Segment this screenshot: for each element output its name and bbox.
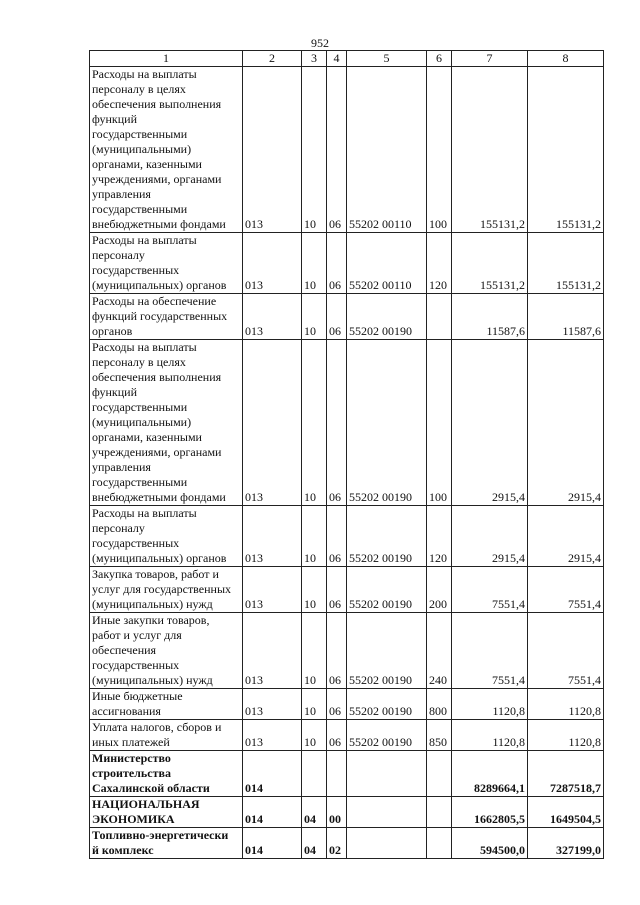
division-code-cell: 04 [302,828,327,859]
subdivision-code-cell: 06 [327,720,347,751]
row-name-cell: Иные бюджетные ассигнования [90,689,243,720]
expense-type-cell: 200 [427,567,452,613]
amount-year1-cell: 7551,4 [452,613,528,689]
expense-type-cell [427,797,452,828]
column-header: 5 [347,51,427,67]
division-code-cell: 10 [302,233,327,294]
amount-year2-cell: 155131,2 [528,67,604,233]
amount-year2-cell: 1120,8 [528,689,604,720]
subdivision-code-cell: 06 [327,567,347,613]
subdivision-code-cell: 06 [327,67,347,233]
section-code-cell: 013 [243,294,302,340]
subdivision-code-cell: 06 [327,506,347,567]
subdivision-code-cell: 06 [327,340,347,506]
expense-type-cell: 800 [427,689,452,720]
amount-year2-cell: 2915,4 [528,340,604,506]
column-header: 4 [327,51,347,67]
expense-type-cell: 120 [427,506,452,567]
division-code-cell [302,751,327,797]
row-name-cell: Министерство строительства Сахалинской области [90,751,243,797]
section-code-cell: 014 [243,797,302,828]
division-code-cell: 10 [302,720,327,751]
table-row [90,720,604,751]
section-code-cell: 013 [243,613,302,689]
table-row [90,340,604,506]
subdivision-code-cell [327,751,347,797]
row-name-cell: Расходы на обеспечение функций государственных органов [90,294,243,340]
table-row [90,294,604,340]
row-name-cell: НАЦИОНАЛЬНАЯ ЭКОНОМИКА [90,797,243,828]
amount-year2-cell: 7551,4 [528,567,604,613]
amount-year1-cell: 155131,2 [452,67,528,233]
amount-year2-cell: 155131,2 [528,233,604,294]
section-code-cell: 013 [243,689,302,720]
amount-year2-cell: 11587,6 [528,294,604,340]
expense-type-cell: 850 [427,720,452,751]
division-code-cell: 10 [302,294,327,340]
expense-type-cell [427,751,452,797]
subdivision-code-cell: 06 [327,613,347,689]
amount-year2-cell: 7551,4 [528,613,604,689]
page-number: 952 [311,36,329,50]
amount-year2-cell: 2915,4 [528,506,604,567]
target-article-cell: 55202 00190 [347,613,427,689]
amount-year2-cell: 327199,0 [528,828,604,859]
division-code-cell: 04 [302,797,327,828]
table-row [90,506,604,567]
target-article-cell: 55202 00190 [347,567,427,613]
expense-type-cell [427,294,452,340]
division-code-cell: 10 [302,689,327,720]
amount-year1-cell: 2915,4 [452,506,528,567]
target-article-cell: 55202 00110 [347,233,427,294]
amount-year1-cell: 11587,6 [452,294,528,340]
amount-year1-cell: 1120,8 [452,689,528,720]
amount-year1-cell: 1120,8 [452,720,528,751]
division-code-cell: 10 [302,67,327,233]
subdivision-code-cell: 02 [327,828,347,859]
row-name-cell: Расходы на выплаты персоналу в целях обеспечения выполнения функций государственными (муниципальными) органами, казенными учреждениями, органами управления государственными внебюджетными фондами [90,340,243,506]
table-row [90,689,604,720]
section-code-cell: 013 [243,506,302,567]
column-header: 1 [90,51,243,67]
amount-year2-cell: 1120,8 [528,720,604,751]
column-header: 6 [427,51,452,67]
column-header: 3 [302,51,327,67]
column-header: 7 [452,51,528,67]
amount-year1-cell: 8289664,1 [452,751,528,797]
row-name-cell: Расходы на выплаты персоналу государственных (муниципальных) органов [90,506,243,567]
division-code-cell: 10 [302,613,327,689]
section-code-cell: 013 [243,720,302,751]
subdivision-code-cell: 06 [327,294,347,340]
amount-year2-cell: 1649504,5 [528,797,604,828]
amount-year1-cell: 155131,2 [452,233,528,294]
expense-type-cell: 240 [427,613,452,689]
expense-type-cell: 120 [427,233,452,294]
target-article-cell [347,828,427,859]
target-article-cell: 55202 00190 [347,720,427,751]
row-name-cell: Закупка товаров, работ и услуг для государственных (муниципальных) нужд [90,567,243,613]
header-row [90,51,604,67]
section-code-cell: 014 [243,751,302,797]
division-code-cell: 10 [302,506,327,567]
budget-table [89,50,604,859]
amount-year1-cell: 594500,0 [452,828,528,859]
table-row [90,797,604,828]
subdivision-code-cell: 06 [327,689,347,720]
table-row [90,751,604,797]
amount-year1-cell: 1662805,5 [452,797,528,828]
table-row [90,613,604,689]
target-article-cell: 55202 00190 [347,689,427,720]
row-name-cell: Топливно-энергетически й комплекс [90,828,243,859]
target-article-cell [347,797,427,828]
division-code-cell: 10 [302,567,327,613]
table-row [90,233,604,294]
section-code-cell: 013 [243,340,302,506]
amount-year1-cell: 2915,4 [452,340,528,506]
table-row [90,67,604,233]
table-row [90,567,604,613]
subdivision-code-cell: 06 [327,233,347,294]
amount-year2-cell: 7287518,7 [528,751,604,797]
row-name-cell: Иные закупки товаров, работ и услуг для обеспечения государственных (муниципальных) нужд [90,613,243,689]
column-header: 8 [528,51,604,67]
target-article-cell: 55202 00190 [347,340,427,506]
section-code-cell: 014 [243,828,302,859]
section-code-cell: 013 [243,567,302,613]
expense-type-cell: 100 [427,67,452,233]
row-name-cell: Расходы на выплаты персоналу государственных (муниципальных) органов [90,233,243,294]
table-row [90,828,604,859]
target-article-cell: 55202 00110 [347,67,427,233]
division-code-cell: 10 [302,340,327,506]
target-article-cell: 55202 00190 [347,294,427,340]
expense-type-cell: 100 [427,340,452,506]
subdivision-code-cell: 00 [327,797,347,828]
target-article-cell [347,751,427,797]
row-name-cell: Расходы на выплаты персоналу в целях обеспечения выполнения функций государственными (муниципальными) органами, казенными учреждениями, органами управления государственными внебюджетными фондами [90,67,243,233]
column-header: 2 [243,51,302,67]
row-name-cell: Уплата налогов, сборов и иных платежей [90,720,243,751]
section-code-cell: 013 [243,67,302,233]
section-code-cell: 013 [243,233,302,294]
expense-type-cell [427,828,452,859]
amount-year1-cell: 7551,4 [452,567,528,613]
target-article-cell: 55202 00190 [347,506,427,567]
